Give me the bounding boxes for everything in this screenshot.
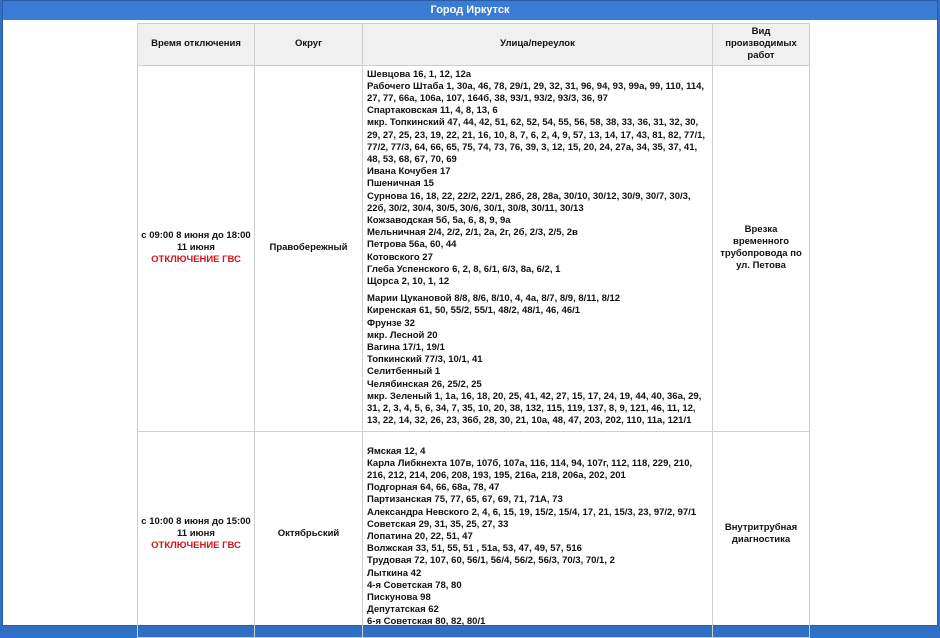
street-entry: Петрова 56а, 60, 44	[367, 239, 457, 251]
street-entry: Подгорная 64, 66, 68а, 78, 47	[367, 482, 500, 494]
street-entry: Александра Невского 2, 4, 6, 15, 19, 15/2, 15/4, 17, 21, 15/3, 23, 97/2, 97/1	[367, 506, 697, 518]
street-entry: Советская 29, 31, 35, 25, 27, 33	[367, 518, 509, 530]
header-street: Улица/переулок	[363, 24, 713, 66]
street-entry: Котовского 27	[367, 251, 433, 263]
street-entry: Глеба Успенского 6, 2, 8, 6/1, 6/3, 8а, 6/2, 1	[367, 263, 561, 275]
street-entry: Щорса 2, 10, 1, 12	[367, 276, 450, 288]
street-entry: Киренская 61, 50, 55/2, 55/1, 48/2, 48/1, 46, 46/1	[367, 305, 581, 317]
outage-time-cell	[138, 65, 255, 431]
street-entry: Рабочего Штаба 1, 30а, 46, 78, 29/1, 29, 32, 31, 96, 94, 93, 99а, 99, 110, 114, 27, 77, 66а, 106а, 107, 164б, 38, 93/1, 93/2, 93/3, 36, 97	[367, 80, 705, 105]
street-entry: мкр. Лесной 20	[367, 329, 438, 341]
street-entry: Мельничная 2/4, 2/2, 2/1, 2а, 2г, 2б, 2/3, 2/5, 2в	[367, 227, 578, 239]
street-entry: 6-я Советская 80, 82, 80/1	[367, 616, 486, 628]
street-entry: Челябинская 26, 25/2, 25	[367, 378, 482, 390]
table-row	[138, 65, 810, 431]
street-entry: Кожзаводская 5б, 5а, 6, 8, 9, 9а	[367, 215, 511, 227]
street-entry: Партизанская 75, 77, 65, 67, 69, 71, 71А, 73	[367, 494, 563, 506]
header-district: Округ	[255, 24, 363, 66]
street-entry: Трудовая 72, 107, 60, 56/1, 56/4, 56/2, 56/3, 70/3, 70/1, 2	[367, 555, 615, 567]
street-entry: Ивана Кочубея 17	[367, 166, 451, 178]
table-header-row	[138, 24, 810, 66]
outage-table	[137, 23, 810, 638]
street-entry: мкр. Зеленый 1, 1а, 16, 18, 20, 25, 41, 42, 27, 15, 17, 24, 19, 44, 40, 36а, 29, 31, 2, 3, 4, 5, 6, 34, 7, 35, 10, 20, 38, 132, 115, 119, 137, 8, 9, 121, 46, 11, 12, 13, 22, 14, 32, 26, 23, 36б, 28, 30, 21, 10а, 48, 47, 203, 202, 110, 11а, 121/1	[367, 390, 702, 427]
outage-time: с 10:00 8 июня до 15:00 11 июня	[141, 515, 251, 539]
street-entry: 4-я Советская 78, 80	[367, 579, 462, 591]
street-entry: Лопатина 20, 22, 51, 47	[367, 530, 473, 542]
street-entry: Сурнова 16, 18, 22, 22/2, 22/1, 28б, 28, 28а, 30/10, 30/12, 30/9, 30/7, 30/3, 22б, 30/2, 30/4, 30/5, 30/6, 30/1, 30/8, 30/11, 30/13	[367, 190, 691, 214]
street-entry: Топкинский 77/3, 10/1, 41	[367, 354, 483, 366]
street-entry: Пискунова 98	[367, 591, 431, 603]
work-type-cell: Врезка временного трубопровода по ул. Петова	[713, 65, 810, 431]
header-work: Вид производимых работ	[713, 24, 810, 66]
street-entry: Вагина 17/1, 19/1	[367, 342, 445, 354]
street-entry: Марии Цукановой 8/8, 8/6, 8/10, 4, 4а, 8/7, 8/9, 8/11, 8/12	[367, 293, 621, 305]
district-cell: Правобережный	[255, 65, 363, 431]
page-title: Город Иркутск	[3, 1, 937, 20]
street-entry: Фрунзе 32	[367, 317, 415, 329]
street-entry: Депутатская 62	[367, 604, 439, 616]
street-entry: Спартаковская 11, 4, 8, 13, 6	[367, 105, 498, 117]
street-entry: Шевцова 16, 1, 12, 12а	[367, 68, 472, 80]
table-row	[138, 431, 810, 637]
street-entry: Карла Либкнехта 107в, 107б, 107а, 116, 114, 94, 107г, 112, 118, 229, 210, 216, 212, 214, 206, 208, 193, 195, 216а, 218, 206а, 202, 201	[367, 457, 693, 481]
street-entry: Селитбенный 1	[367, 366, 441, 378]
header-time: Время отключения	[138, 24, 255, 66]
street-entry: Лыткина 42	[367, 567, 422, 579]
page-frame	[2, 0, 938, 626]
streets-cell	[363, 431, 713, 637]
outage-status: ОТКЛЮЧЕНИЕ ГВС	[151, 254, 241, 266]
street-entry: Волжская 33, 51, 55, 51 , 51а, 53, 47, 49, 57, 516	[367, 543, 582, 555]
streets-cell	[363, 65, 713, 431]
outage-time: с 09:00 8 июня до 18:00 11 июня	[141, 229, 251, 253]
street-entry: Ямская 12, 4	[367, 445, 426, 457]
work-type-cell: Внутритрубная диагностика	[713, 431, 810, 637]
outage-time-cell	[138, 431, 255, 637]
street-entry: Пшеничная 15	[367, 178, 434, 190]
district-cell: Октябрьский	[255, 431, 363, 637]
street-entry: мкр. Топкинский 47, 44, 42, 51, 62, 52, 54, 55, 56, 58, 38, 33, 36, 31, 32, 30, 29, 27, 25, 23, 19, 22, 21, 16, 10, 8, 7, 6, 2, 4, 9, 57, 13, 14, 17, 43, 81, 82, 77/1, 77/2, 77/3, 64, 66, 65, 75, 74, 73, 76, 39, 3, 12, 15, 20, 24, 27а, 34, 35, 37, 41, 48, 53, 68, 67, 70, 69	[367, 117, 706, 166]
outage-status: ОТКЛЮЧЕНИЕ ГВС	[151, 540, 241, 552]
